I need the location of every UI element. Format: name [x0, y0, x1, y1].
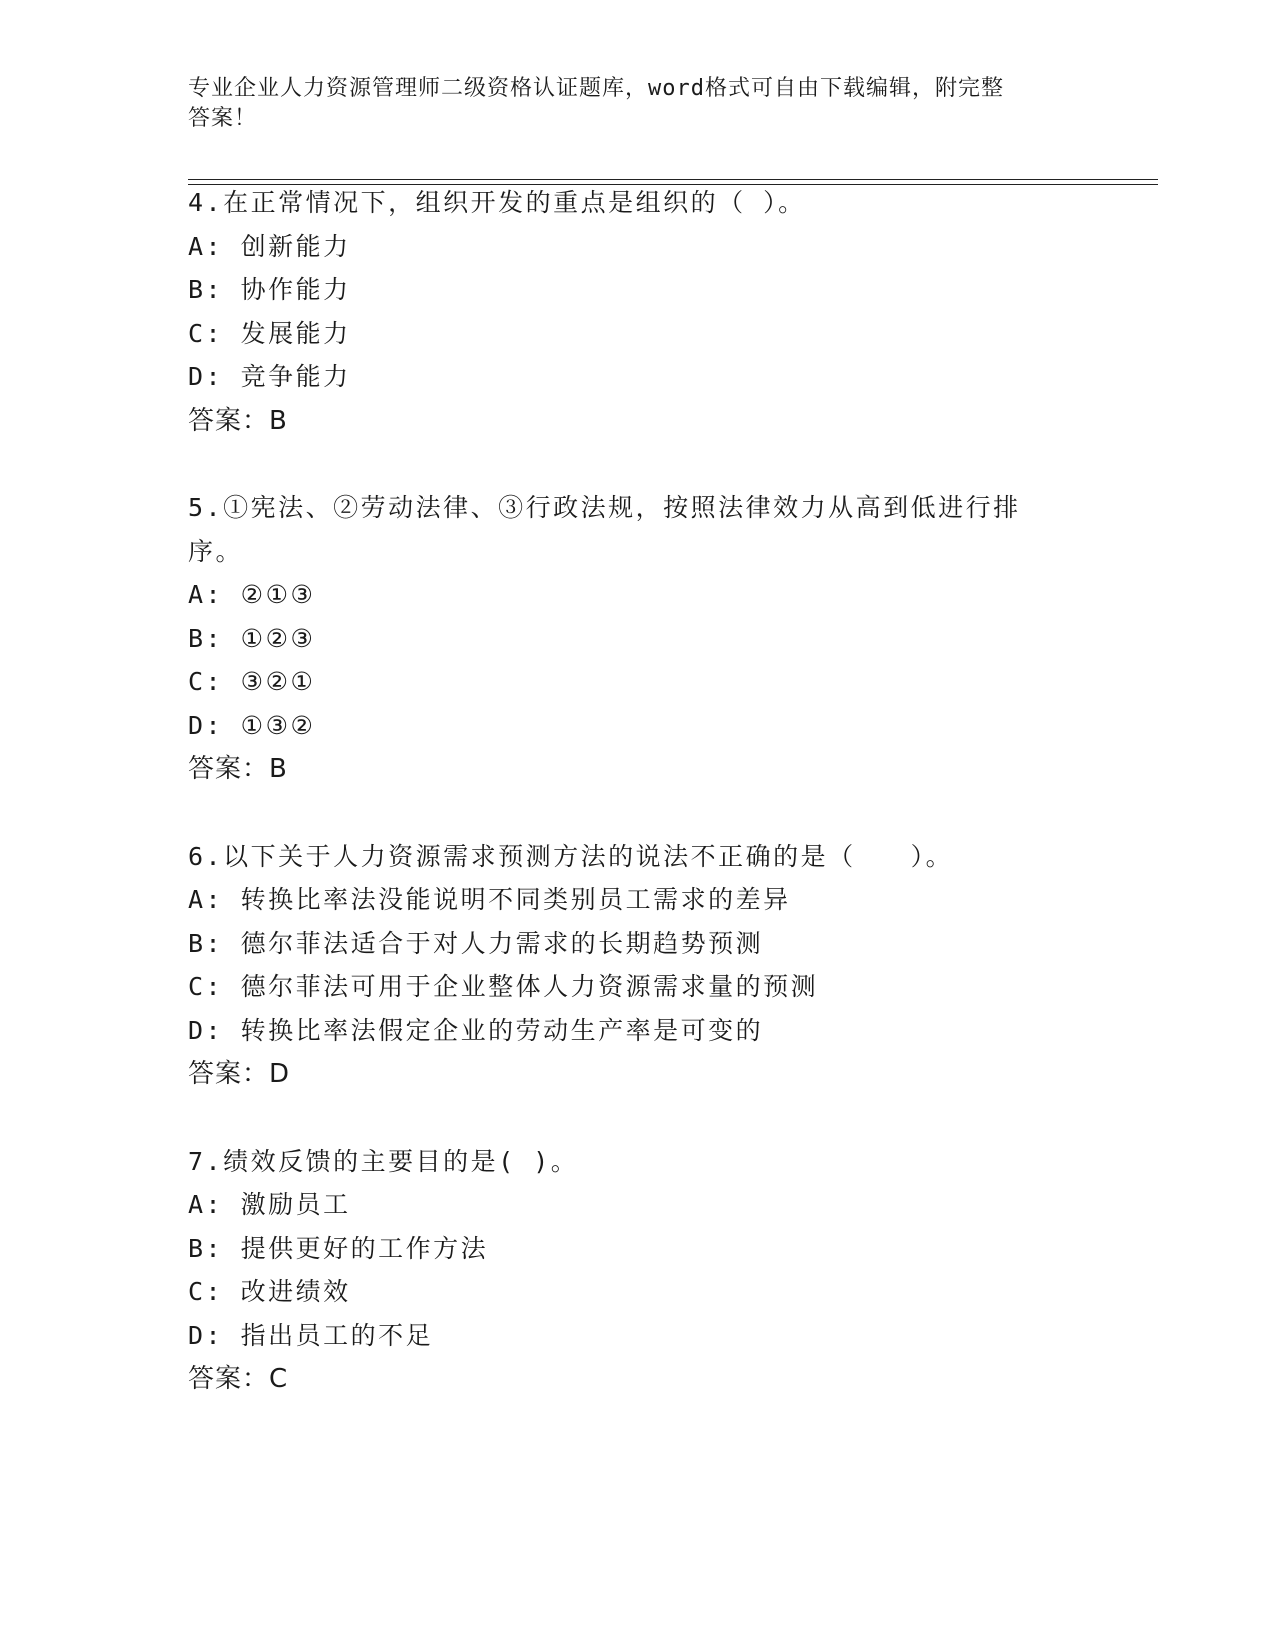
question-6-option-c: C: 德尔菲法可用于企业整体人力资源需求量的预测 [188, 972, 819, 1001]
document-header [188, 74, 1068, 134]
question-5-option-c: C: ③②① [188, 667, 316, 696]
header-line-1: 专业企业人力资源管理师二级资格认证题库，word格式可自由下载编辑，附完整 [188, 76, 1004, 101]
question-6-option-d: D: 转换比率法假定企业的劳动生产率是可变的 [188, 1016, 764, 1045]
question-7-stem: 7.绩效反馈的主要目的是( )。 [188, 1147, 579, 1176]
header-divider-top [188, 179, 1158, 180]
question-4-stem: 4.在正常情况下，组织开发的重点是组织的（ ）。 [188, 188, 806, 217]
question-5-stem-line-2: 序。 [188, 537, 244, 566]
question-7-option-c: C: 改进绩效 [188, 1277, 351, 1306]
question-7-option-a: A: 激励员工 [188, 1190, 351, 1219]
question-5-option-d: D: ①③② [188, 711, 316, 740]
question-4-option-d: D: 竞争能力 [188, 362, 351, 391]
question-5-stem-line-1: 5.①宪法、②劳动法律、③行政法规，按照法律效力从高到低进行排 [188, 493, 1021, 522]
question-6-option-b: B: 德尔菲法适合于对人力需求的长期趋势预测 [188, 929, 764, 958]
question-7-option-b: B: 提供更好的工作方法 [188, 1234, 489, 1263]
question-5-answer: 答案：B [188, 754, 288, 784]
question-4-answer: 答案：B [188, 406, 288, 436]
question-4-option-c: C: 发展能力 [188, 319, 351, 348]
question-7-answer: 答案：C [188, 1364, 289, 1394]
question-7-option-d: D: 指出员工的不足 [188, 1321, 434, 1350]
header-divider-bottom [188, 184, 1158, 185]
question-5-option-a: A: ②①③ [188, 580, 316, 609]
question-4-option-b: B: 协作能力 [188, 275, 351, 304]
question-6-answer: 答案：D [188, 1059, 291, 1089]
question-6-option-a: A: 转换比率法没能说明不同类别员工需求的差异 [188, 885, 791, 914]
question-6-stem: 6.以下关于人力资源需求预测方法的说法不正确的是（ ）。 [188, 842, 954, 871]
question-4-option-a: A: 创新能力 [188, 232, 351, 261]
header-line-2: 答案！ [188, 106, 258, 131]
question-5-option-b: B: ①②③ [188, 624, 316, 653]
